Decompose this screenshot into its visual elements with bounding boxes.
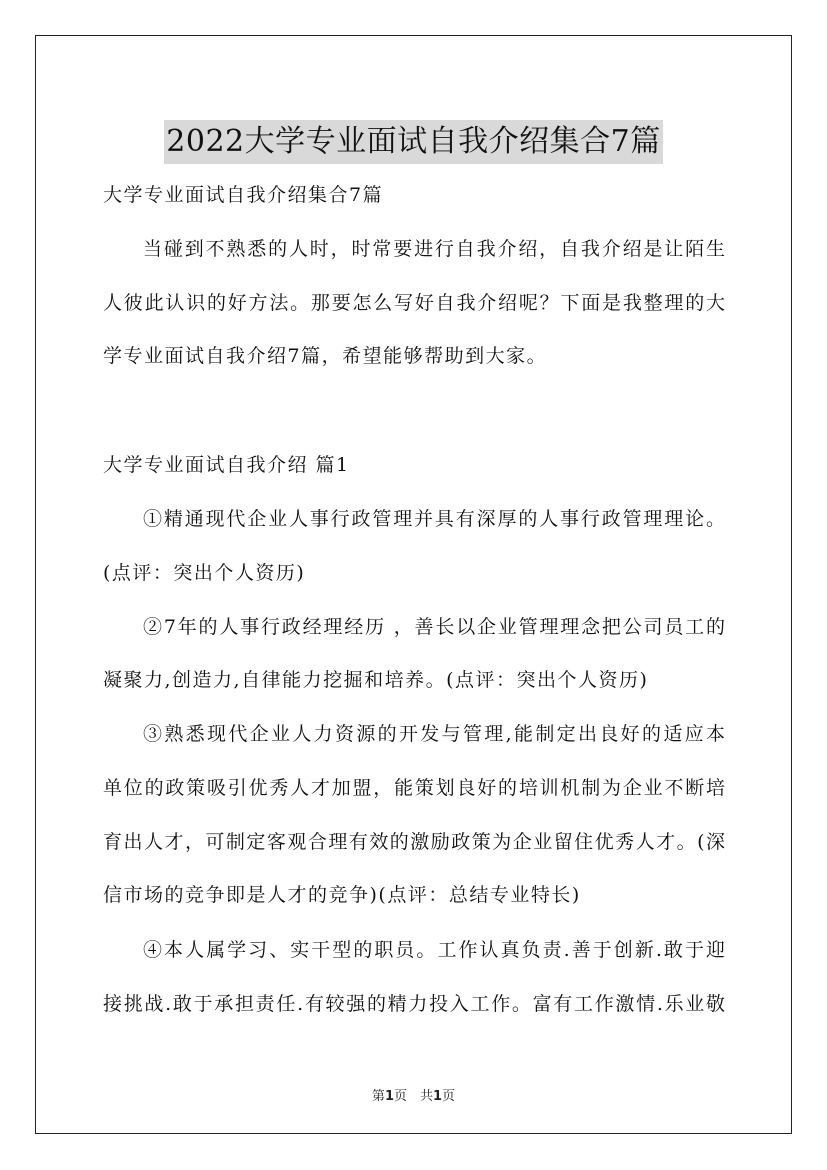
document-subtitle: 大学专业面试自我介绍集合7篇 xyxy=(103,184,384,206)
item-1-line-2: (点评：突出个人资历) xyxy=(103,562,306,584)
item-3-line-1: ③熟悉现代企业人力资源的开发与管理,能制定出良好的适应本 xyxy=(143,723,725,745)
footer-mid: 页 共 xyxy=(393,1089,433,1104)
intro-line-2: 人彼此认识的好方法。那要怎么写好自我介绍呢？下面是我整理的大 xyxy=(103,292,725,314)
intro-line-1: 当碰到不熟悉的人时，时常要进行自我介绍，自我介绍是让陌生 xyxy=(143,238,725,260)
item-2-line-2: 凝聚力,创造力,自律能力挖掘和培养。(点评：突出个人资历) xyxy=(103,669,649,691)
page-footer xyxy=(0,1085,827,1104)
intro-line-3: 学专业面试自我介绍7篇，希望能够帮助到大家。 xyxy=(103,345,548,367)
item-4-line-2: 接挑战.敢于承担责任.有较强的精力投入工作。富有工作激情.乐业敬 xyxy=(103,993,725,1015)
section-heading: 大学专业面试自我介绍 篇1 xyxy=(103,454,350,476)
title-container xyxy=(0,100,827,184)
footer-page-current: 1 xyxy=(384,1089,394,1104)
item-3-line-2: 单位的政策吸引优秀人才加盟，能策划良好的培训机制为企业不断培 xyxy=(103,777,725,799)
document-title: 2022大学专业面试自我介绍集合7篇 xyxy=(164,120,662,164)
item-1-line-1: ①精通现代企业人事行政管理并具有深厚的人事行政管理理论。 xyxy=(143,508,725,530)
item-4-line-1: ④本人属学习、实干型的职员。工作认真负责.善于创新.敢于迎 xyxy=(143,939,725,961)
footer-prefix: 第 xyxy=(371,1089,385,1104)
footer-suffix: 页 xyxy=(442,1089,456,1104)
item-2-line-1: ②7年的人事行政经理经历 ，善长以企业管理理念把公司员工的 xyxy=(143,616,725,638)
item-3-line-4: 信市场的竞争即是人才的竞争)(点评：总结专业特长) xyxy=(103,884,581,906)
footer-page-total: 1 xyxy=(433,1089,443,1104)
item-3-line-3: 育出人才，可制定客观合理有效的激励政策为企业留住优秀人才。(深 xyxy=(103,831,725,853)
